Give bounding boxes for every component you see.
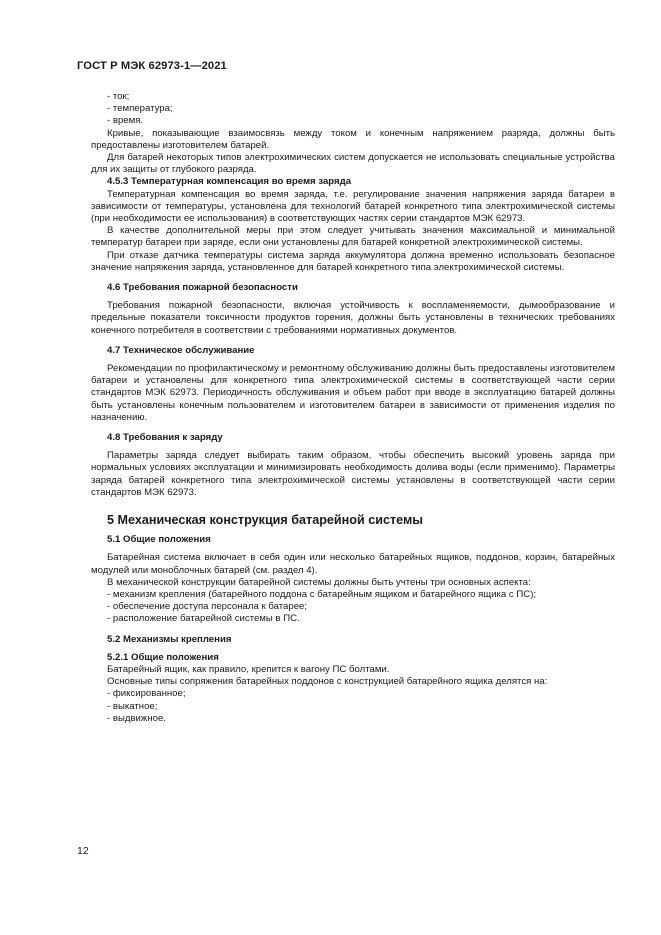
section-heading-4-8: 4.8 Требования к заряду [107,432,223,444]
paragraph: Батарейная система включает в себя один или несколько батарейных ящиков, поддонов, корзин, батарейных модулей или моноблочных батарей (см. раздел 4). [91,552,615,576]
paragraph: Рекомендации по профилактическому и ремонтному обслуживанию должны быть предоставлены изготовителем батареи и установлены для конкретного типа электрохимической системы в соответствующей части серии стандартов МЭК 62973. Периодичность обслуживания и объем работ при вводе в эксплуатацию батарей должны быть установлены конечным пользователем и изготовителем батареи в зависимости от применения изделия по назначению. [91,363,615,423]
page-body [91,91,615,725]
subsection-heading-4-5-3: 4.5.3 Температурная компенсация во время заряда [107,176,352,188]
paragraph: В механической конструкции батарейной системы должны быть учтены три основных аспекта: [107,576,531,588]
list-item: - время. [107,115,144,127]
paragraph: При отказе датчика температуры система заряда аккумулятора должна временно использовать безопасное значение напряжения заряда, установленное для батарей конкретного типа электрохимической системы. [91,249,615,273]
document-header: ГОСТ Р МЭК 62973-1—2021 [77,60,227,72]
paragraph: В качестве дополнительной меры при этом следует учитывать значения максимальной и минимальной температур батареи при заряде, если они установлены для батарей конкретной электрохимической системы. [91,225,615,249]
list-item: - механизм крепления (батарейного поддона с батарейным ящиком и батарейного ящика с ПС); [107,588,537,600]
subsection-heading-5-2-1: 5.2.1 Общие положения [107,651,219,663]
list-item: - обеспечение доступа персонала к батарее; [107,601,308,613]
list-item: - температура; [107,103,173,115]
list-item: - выкатное; [107,700,158,712]
paragraph: Батарейный ящик, как правило, крепится к вагону ПС болтами. [107,663,390,675]
paragraph: Основные типы сопряжения батарейных поддонов с конструкцией батарейного ящика делятся на: [107,676,548,688]
paragraph: Кривые, показывающие взаимосвязь между током и конечным напряжением разряда, должны быть предоставлены изготовителем батарей. [91,127,615,151]
chapter-heading-5: 5 Механическая конструкция батарейной системы [107,513,424,528]
section-heading-4-6: 4.6 Требования пожарной безопасности [107,282,298,294]
list-item: - выдвижное. [107,712,166,724]
section-heading-5-2: 5.2 Механизмы крепления [107,633,232,645]
section-heading-4-7: 4.7 Техническое обслуживание [107,344,255,356]
paragraph: Температурная компенсация во время заряда, т.е. регулирование значения напряжения заряда батареи в зависимости от температуры, установлена для технологий батарей конкретного типа электрохимической системы (при необходимости ее использования) в соответствующих частях серии стандартов МЭК 62973. [91,188,615,225]
paragraph: Параметры заряда следует выбирать таким образом, чтобы обеспечить высокий уровень заряда при нормальных условиях эксплуатации и минимизировать необходимость долива воды (если применимо). Параметры заряда батарей конкретного типа электрохимической системы установлены в соответствующей части серии стандартов МЭК 62973. [91,450,615,498]
paragraph: Для батарей некоторых типов электрохимических систем допускается не использовать специальные устройства для их защиты от глубокого разряда. [91,152,615,176]
list-item: - ток; [107,91,130,102]
page-number: 12 [77,845,89,857]
list-item: - фиксированное; [107,688,186,700]
list-item: - расположение батарейной системы в ПС. [107,613,300,625]
section-heading-5-1: 5.1 Общие положения [107,534,211,546]
paragraph: Требования пожарной безопасности, включая устойчивость к воспламеняемости, дымообразование и предельные показатели токсичности продуктов горения, должны быть установлены в технических требованиях конечного потребителя в соответствии с требованиями нормативных документов. [91,300,615,336]
